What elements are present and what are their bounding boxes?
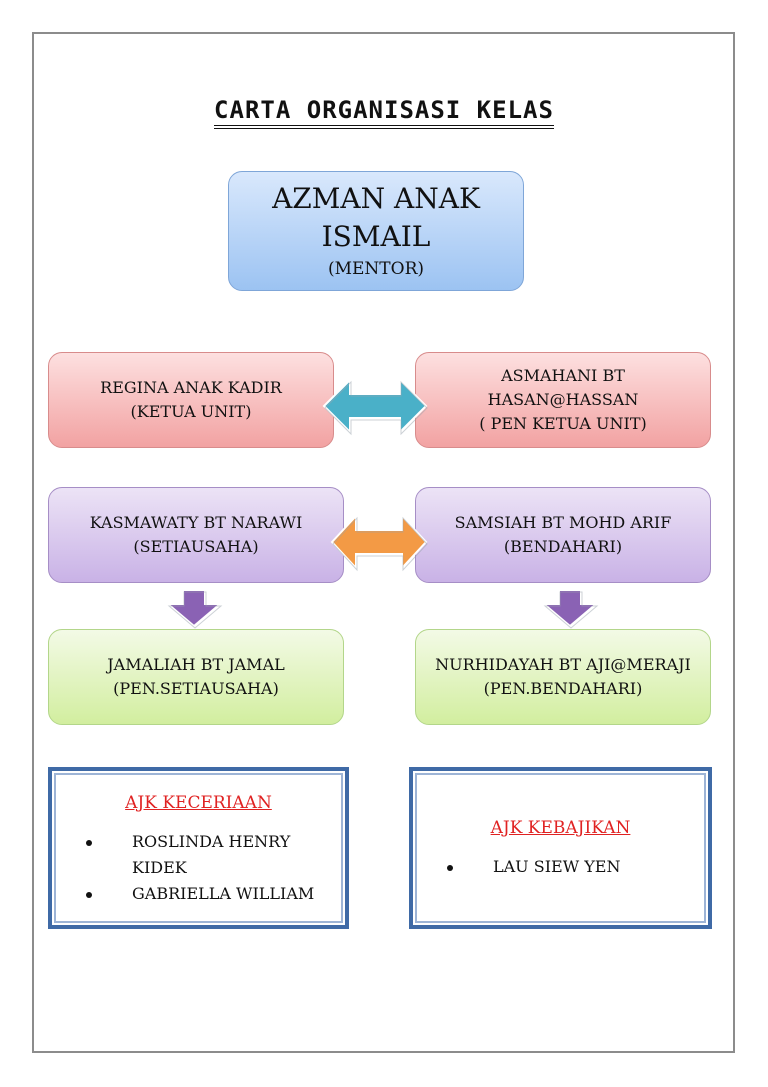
pen-bendahari-box (415, 629, 711, 725)
list-item (52, 881, 342, 907)
ajk-keceriaan-title: AJK KECERIAAN (125, 793, 272, 813)
bendahari-box (415, 487, 711, 583)
member-name: LAU SIEW YEN (493, 857, 621, 876)
bendahari-name: SAMSIAH BT MOHD ARIF (454, 513, 672, 532)
mentor-box (228, 171, 524, 291)
setiausaha-role: (SETIAUSAHA) (133, 537, 259, 556)
setiausaha-box (48, 487, 344, 583)
down-arrow-icon (542, 588, 598, 628)
bullet-icon (447, 865, 453, 871)
member-name: ROSLINDA HENRY KIDEK (132, 832, 291, 877)
pen-setiausaha-name: JAMALIAH BT JAMAL (107, 655, 285, 674)
down-arrow-icon (166, 588, 222, 628)
member-name: GABRIELLA WILLIAM (132, 884, 315, 903)
setiausaha-name: KASMAWATY BT NARAWI (89, 513, 303, 532)
pen-ketua-name-line1: ASMAHANI BT (501, 366, 625, 385)
ajk-keceriaan-list (52, 829, 342, 907)
mentor-name-line1: AZMAN ANAK (272, 182, 480, 215)
ajk-kebajikan-title: AJK KEBAJIKAN (490, 818, 631, 838)
page-title: CARTA ORGANISASI KELAS (0, 96, 768, 124)
pen-bendahari-role: (PEN.BENDAHARI) (483, 679, 643, 698)
pen-setiausaha-box (48, 629, 344, 725)
bullet-icon (86, 892, 92, 898)
ketua-unit-name: REGINA ANAK KADIR (100, 378, 282, 397)
ajk-kebajikan-box (409, 767, 712, 929)
mentor-name-line2: ISMAIL (321, 220, 431, 253)
ketua-unit-box (48, 352, 334, 448)
pen-ketua-unit-box (415, 352, 711, 448)
pen-ketua-role: ( PEN KETUA UNIT) (479, 414, 647, 433)
ketua-unit-role: (KETUA UNIT) (130, 402, 252, 421)
ajk-kebajikan-list (413, 854, 708, 880)
ajk-keceriaan-box (48, 767, 349, 929)
pen-bendahari-name: NURHIDAYAH BT AJI@MERAJI (435, 655, 691, 674)
pen-setiausaha-role: (PEN.SETIAUSAHA) (113, 679, 279, 698)
double-arrow-icon (330, 512, 428, 572)
mentor-role: (MENTOR) (327, 259, 425, 279)
list-item (52, 829, 342, 881)
list-item (413, 854, 708, 880)
bendahari-role: (BENDAHARI) (503, 537, 623, 556)
pen-ketua-name-line2: HASAN@HASSAN (487, 390, 639, 409)
bullet-icon (86, 840, 92, 846)
double-arrow-icon (322, 376, 428, 436)
